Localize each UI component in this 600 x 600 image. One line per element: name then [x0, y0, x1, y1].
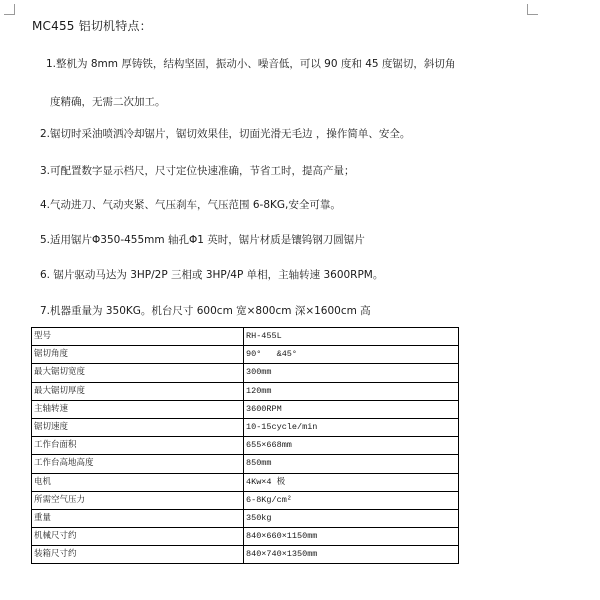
table-row	[32, 346, 459, 364]
table-row	[32, 528, 459, 546]
page-corner-mark-right	[527, 4, 538, 15]
spec-label: 最大锯切宽度	[32, 364, 244, 382]
table-row	[32, 328, 459, 346]
feature-item-7: 7.机器重量为 350KG。机台尺寸 600cm 宽×800cm 深×1600cm 高	[40, 305, 371, 317]
spec-value: 3600RPM	[244, 400, 459, 418]
table-row	[32, 455, 459, 473]
feature-item-2: 2.锯切时采油喷洒冷却锯片，锯切效果佳，切面光滑无毛边 ，操作简单、安全。	[40, 128, 411, 140]
table-row	[32, 473, 459, 491]
spec-label: 机械尺寸约	[32, 528, 244, 546]
spec-value: 4Kw×4 极	[244, 473, 459, 491]
spec-label: 主轴转速	[32, 400, 244, 418]
spec-value: 350kg	[244, 509, 459, 527]
document-title: MC455 铝切机特点：	[32, 19, 152, 33]
table-row	[32, 509, 459, 527]
table-row	[32, 491, 459, 509]
spec-label: 装箱尺寸约	[32, 546, 244, 564]
table-row	[32, 437, 459, 455]
spec-label: 电机	[32, 473, 244, 491]
spec-label: 工作台高地高度	[32, 455, 244, 473]
feature-item-1-continued: 度精确，无需二次加工。	[50, 96, 166, 108]
spec-value: 840×740×1350mm	[244, 546, 459, 564]
spec-value: 10-15cycle/min	[244, 418, 459, 436]
feature-item-3: 3.可配置数字显示档尺，尺寸定位快速准确，节省工时，提高产量；	[40, 165, 355, 177]
feature-item-1: 1.整机为 8mm 厚铸铁，结构坚固，振动小、噪音低，可以 90 度和 45 度锯切，斜切角	[46, 58, 456, 70]
feature-item-6: 6. 锯片驱动马达为 3HP/2P 三相或 3HP/4P 单相，主轴转速 3600RPM。	[40, 269, 384, 281]
spec-table	[31, 327, 459, 564]
table-row	[32, 418, 459, 436]
spec-value: 840×660×1150mm	[244, 528, 459, 546]
table-row	[32, 364, 459, 382]
page-corner-mark-left	[4, 4, 15, 15]
spec-label: 锯切角度	[32, 346, 244, 364]
spec-label: 锯切速度	[32, 418, 244, 436]
spec-value: 120mm	[244, 382, 459, 400]
spec-label: 工作台面积	[32, 437, 244, 455]
spec-label: 重量	[32, 509, 244, 527]
spec-label: 所需空气压力	[32, 491, 244, 509]
spec-value: 300mm	[244, 364, 459, 382]
spec-value: 655×668mm	[244, 437, 459, 455]
feature-item-4: 4.气动进刀、气动夹紧、气压刹车，气压范围 6-8KG,安全可靠。	[40, 199, 341, 211]
spec-label: 型号	[32, 328, 244, 346]
spec-value: 6-8Kg/cm²	[244, 491, 459, 509]
spec-value: 90° &45°	[244, 346, 459, 364]
table-row	[32, 382, 459, 400]
table-row	[32, 400, 459, 418]
table-row	[32, 546, 459, 564]
spec-value: 850mm	[244, 455, 459, 473]
spec-label: 最大锯切厚度	[32, 382, 244, 400]
spec-value: RH-455L	[244, 328, 459, 346]
feature-item-5: 5.适用锯片Φ350-455mm 轴孔Φ1 英时，锯片材质是镶钨钢刀圆锯片	[40, 234, 365, 246]
